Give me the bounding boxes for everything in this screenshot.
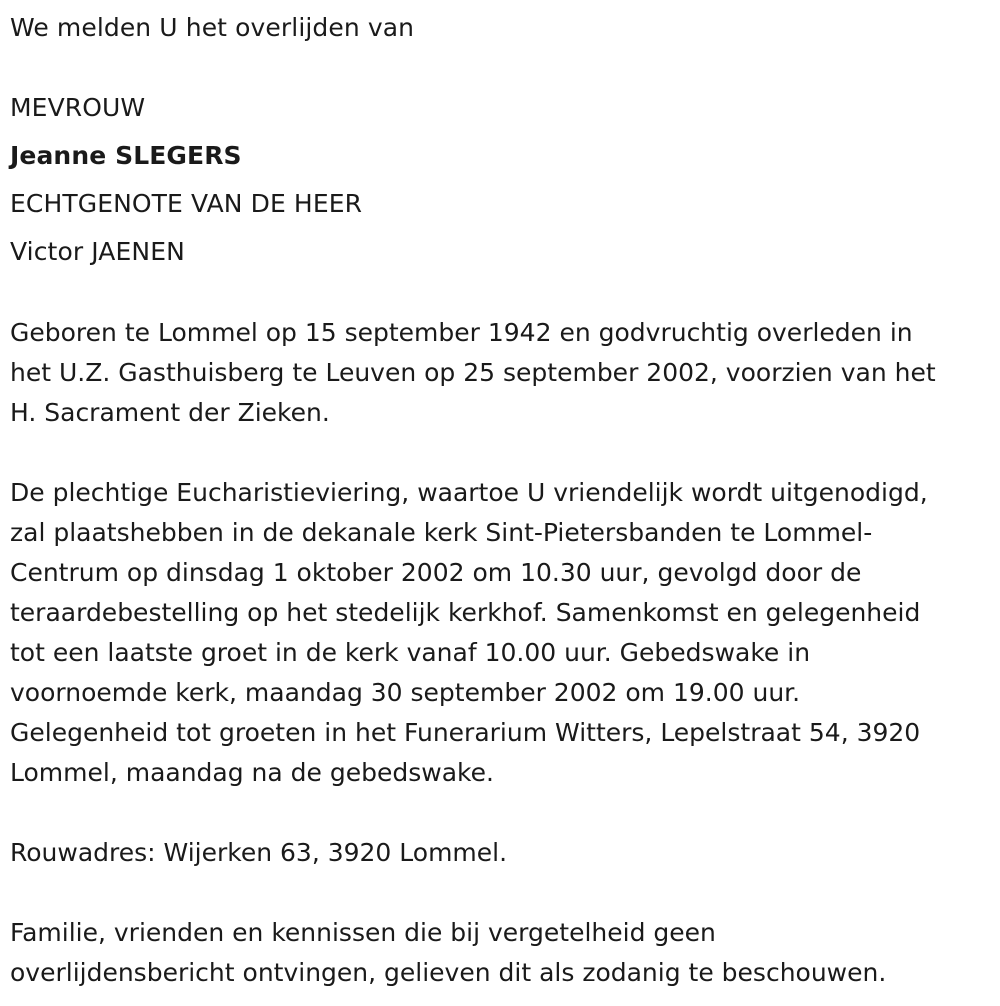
paragraph-line: Familie, vrienden en kennissen die bij vergetelheid geen xyxy=(10,918,716,947)
relation-text: ECHTGENOTE VAN DE HEER xyxy=(10,189,363,218)
intro-text: We melden U het overlijden van xyxy=(10,13,415,42)
obituary-document xyxy=(10,4,995,993)
deceased-title: MEVROUW xyxy=(10,93,146,122)
spacer xyxy=(10,52,995,84)
paragraph-line: H. Sacrament der Zieken. xyxy=(10,398,330,427)
paragraph-line: Geboren te Lommel op 15 september 1942 en godvruchtig overleden in xyxy=(10,318,913,347)
spouse-name: Victor JAENEN xyxy=(10,237,185,266)
paragraph-line: voornoemde kerk, maandag 30 september 2002 om 19.00 uur. xyxy=(10,678,801,707)
paragraph-line: tot een laatste groet in de kerk vanaf 10.00 uur. Gebedswake in xyxy=(10,638,811,667)
spacer xyxy=(10,276,995,313)
spacer xyxy=(10,433,995,473)
paragraph-line: Lommel, maandag na de gebedswake. xyxy=(10,758,494,787)
paragraph-line: De plechtige Eucharistieviering, waartoe U vriendelijk wordt uitgenodigd, xyxy=(10,478,928,507)
paragraph-line: zal plaatshebben in de dekanale kerk Sint-Pietersbanden te Lommel- xyxy=(10,518,873,547)
paragraph-line: overlijdensbericht ontvingen, gelieven dit als zodanig te beschouwen. xyxy=(10,958,887,987)
paragraph-line: het U.Z. Gasthuisberg te Leuven op 25 september 2002, voorzien van het xyxy=(10,358,936,387)
spacer xyxy=(10,873,995,913)
mourning-address: Rouwadres: Wijerken 63, 3920 Lommel. xyxy=(10,838,508,867)
deceased-name: Jeanne SLEGERS xyxy=(10,141,242,170)
birth-death-paragraph xyxy=(10,313,995,433)
paragraph-line: Centrum op dinsdag 1 oktober 2002 om 10.30 uur, gevolgd door de xyxy=(10,558,862,587)
spacer xyxy=(10,793,995,833)
paragraph-line: Gelegenheid tot groeten in het Funerarium Witters, Lepelstraat 54, 3920 xyxy=(10,718,921,747)
ceremony-paragraph xyxy=(10,473,995,793)
paragraph-line: teraardebestelling op het stedelijk kerkhof. Samenkomst en gelegenheid xyxy=(10,598,921,627)
closing-paragraph xyxy=(10,913,995,993)
